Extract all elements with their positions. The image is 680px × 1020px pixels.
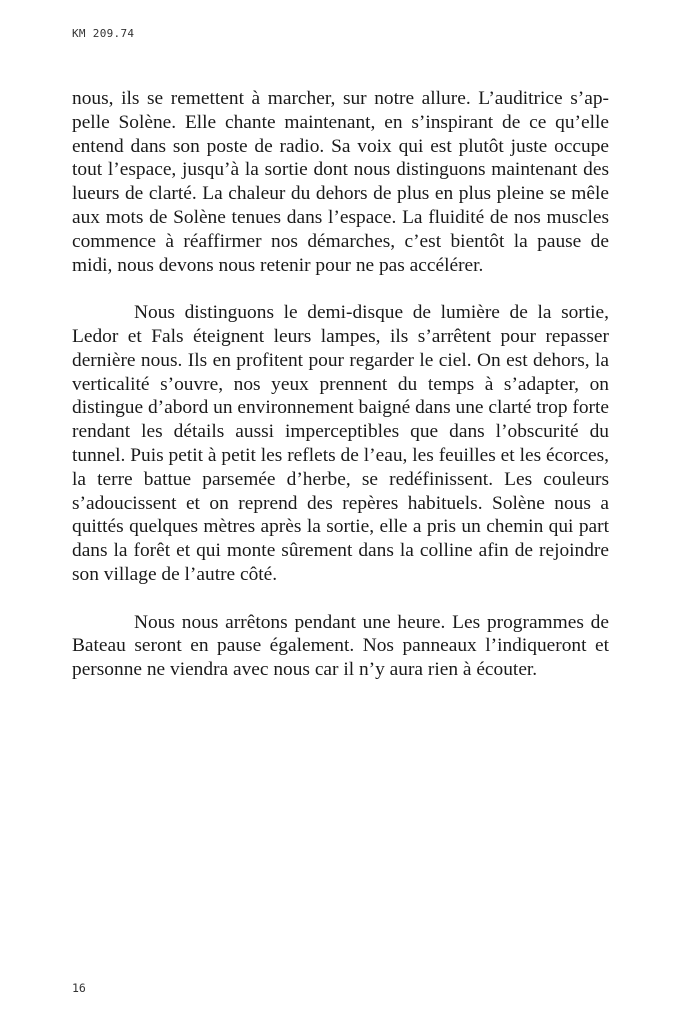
paragraph-continued: nous, ils se remettent à marcher, sur notre allure. L’auditrice s’appelle Solène. Elle chante maintenant, en s’inspirant de ce qu’elle entend dans son poste de radio. Sa voix qui est plutôt juste occupe tout l’espace, jusqu’à la sortie dont nous distinguons maintenant des lueurs de clarté. La chaleur du dehors de plus en plus pleine se mêle aux mots de Solène tenues dans l’espace. La fluidité de nos muscles commence à réaffirmer nos démarches, c’est bientôt la pause de midi, nous devons nous retenir pour ne pas accélérer. — [72, 88, 609, 276]
page-number: 16 — [72, 981, 86, 995]
paragraph: Nous distinguons le demi-disque de lumière de la sortie, Ledor et Fals éteignent leurs lampes, ils s’arrêtent pour repasser dernière nous. Ils en profitent pour regarder le ciel. On est dehors, la verticalité s’ouvre, nos yeux prennent du temps à s’adapter, on distingue d’abord un environnement baigné dans une clarté trop forte rendant les détails aussi imperceptibles que dans l’obscurité du tunnel. Puis petit à petit les reflets de l’eau, les feuilles et les écorces, la terre battue parsemée d’herbe, se redéfinissent. Les couleurs s’adoucissent et on reprend des repères habituels. Solène nous a quittés quelques mètres après la sortie, elle a pris un chemin qui part dans la forêt et qui monte sûrement dans la colline afin de rejoindre son village de l’autre côté. — [72, 302, 609, 585]
body-text — [72, 87, 609, 706]
running-head: KM 209.74 — [72, 27, 135, 40]
paragraph: Nous nous arrêtons pendant une heure. Les programmes de Bateau seront en pause également. Nos panneaux l’indiqueront et personne ne viendra avec nous car il n’y aura rien à écouter. — [72, 611, 609, 681]
